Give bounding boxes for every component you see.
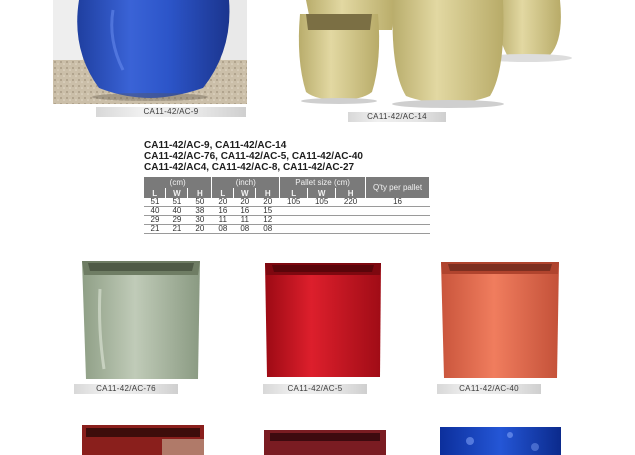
table-row [144, 225, 430, 234]
table-cell: 11 [212, 216, 234, 225]
table-cell [336, 225, 366, 234]
table-cell: 40 [166, 207, 188, 216]
table-cell: 16 [212, 207, 234, 216]
table-cell: 21 [144, 225, 166, 234]
caption-ac5: CA11-42/AC-5 [263, 384, 367, 394]
table-cell: 51 [166, 198, 188, 207]
table-cell: 29 [166, 216, 188, 225]
table-cell: 220 [336, 198, 366, 207]
table-cell [308, 225, 336, 234]
blue-pot-image [53, 0, 247, 104]
table-cell: 20 [234, 198, 256, 207]
caption-ac9: CA11-42/AC-9 [96, 107, 246, 117]
sub-header-h: H [336, 188, 366, 198]
cream-pots-image [292, 0, 635, 112]
table-cell: 21 [166, 225, 188, 234]
orange-pot-image [440, 260, 560, 380]
sub-header-w: W [166, 188, 188, 198]
table-cell: 50 [188, 198, 212, 207]
caption-ac14: CA11-42/AC-14 [348, 112, 446, 122]
table-cell: 08 [212, 225, 234, 234]
table-cell: 16 [366, 198, 430, 207]
table-cell: 40 [144, 207, 166, 216]
table-cell: 105 [280, 198, 308, 207]
code-line-2: CA11-42/AC-76, CA11-42/AC-5, CA11-42/AC-40 [144, 151, 363, 162]
product-photo-ac9 [53, 0, 247, 104]
caption-ac76: CA11-42/AC-76 [74, 384, 178, 394]
product-photo-ac5 [264, 261, 382, 379]
table-row [144, 216, 430, 225]
sub-header-l: L [212, 188, 234, 198]
code-line-3: CA11-42/AC4, CA11-42/AC-8, CA11-42/AC-27 [144, 162, 355, 173]
table-cell [280, 216, 308, 225]
table-cell: 30 [188, 216, 212, 225]
caption-ac40: CA11-42/AC-40 [437, 384, 541, 394]
table-cell: 105 [308, 198, 336, 207]
table-cell [280, 225, 308, 234]
table-cell: 15 [256, 207, 280, 216]
sub-header-h: H [188, 188, 212, 198]
code-line-1: CA11-42/AC-9, CA11-42/AC-14 [144, 140, 287, 151]
table-cell [366, 207, 430, 216]
sage-pot-image [80, 259, 204, 381]
table-cell [308, 207, 336, 216]
table-cell: 08 [256, 225, 280, 234]
product-photo-ac40 [440, 260, 560, 380]
sub-header-w: W [308, 188, 336, 198]
size-spec-table [144, 177, 430, 234]
table-cell [366, 225, 430, 234]
header-inch: (inch) [212, 177, 280, 188]
sub-header-h: H [256, 188, 280, 198]
dark-red-pot-image [82, 425, 204, 455]
table-cell [366, 216, 430, 225]
table-cell [280, 207, 308, 216]
product-photo-bottom-1 [82, 425, 204, 455]
product-photo-bottom-2 [264, 430, 386, 455]
table-cell: 08 [234, 225, 256, 234]
table-cell: 11 [234, 216, 256, 225]
product-photo-ac76 [80, 259, 204, 381]
table-cell: 29 [144, 216, 166, 225]
table-row [144, 207, 430, 216]
header-cm: (cm) [144, 177, 212, 188]
table-cell: 12 [256, 216, 280, 225]
table-row [144, 198, 430, 207]
table-cell: 16 [234, 207, 256, 216]
maroon-pot-image [264, 430, 386, 455]
header-qty-per-pallet: Q'ty per pallet [366, 177, 430, 198]
table-cell [308, 216, 336, 225]
product-photo-ac14 [292, 0, 635, 112]
sub-header-w: W [234, 188, 256, 198]
table-cell: 20 [256, 198, 280, 207]
sub-header-l: L [144, 188, 166, 198]
cobalt-pot-image [440, 427, 561, 455]
sub-header-l: L [280, 188, 308, 198]
table-cell: 38 [188, 207, 212, 216]
table-cell [336, 207, 366, 216]
header-pallet-size: Pallet size (cm) [280, 177, 366, 188]
table-cell: 51 [144, 198, 166, 207]
table-cell: 20 [188, 225, 212, 234]
product-photo-bottom-3 [440, 427, 561, 455]
table-cell: 20 [212, 198, 234, 207]
table-cell [336, 216, 366, 225]
product-code-list [144, 140, 363, 173]
red-pot-image [264, 261, 382, 379]
